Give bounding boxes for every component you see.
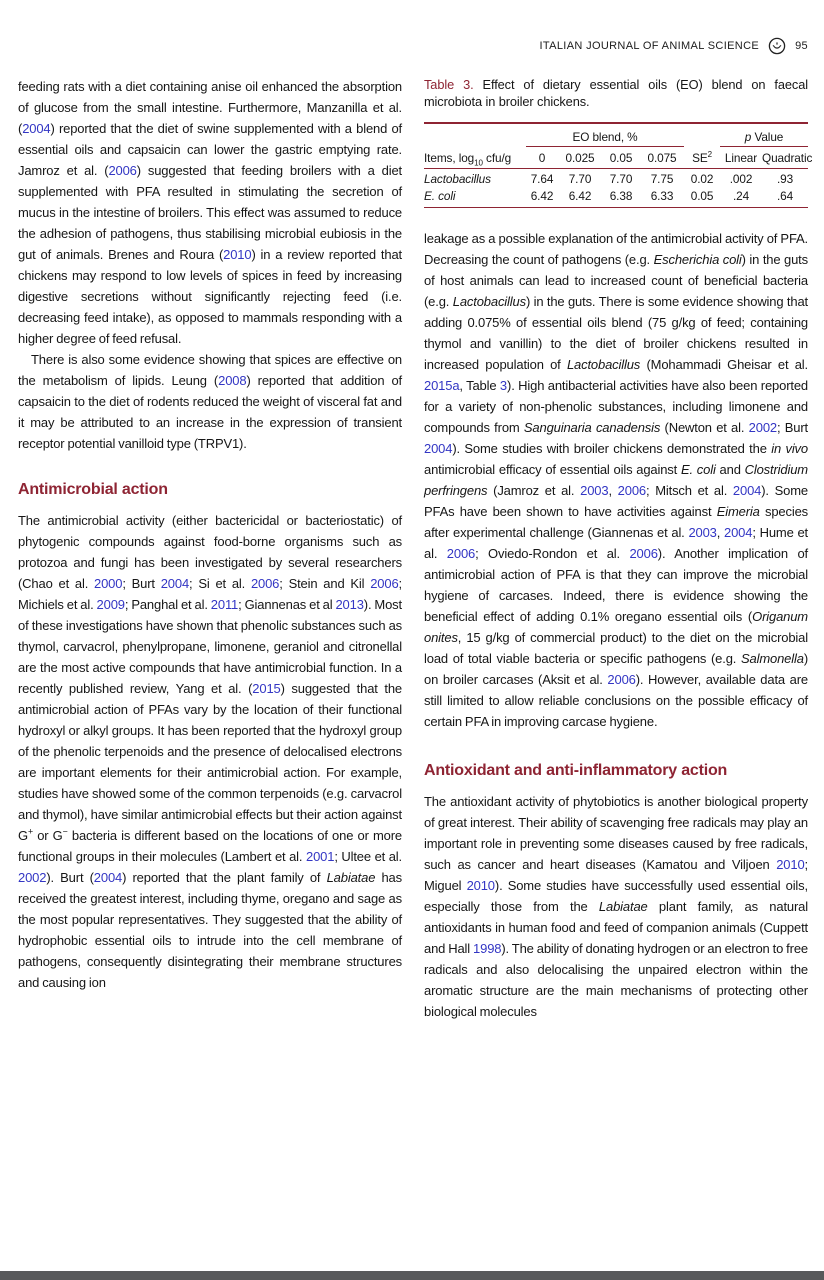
col-header-linear [720, 147, 762, 169]
table-header-row [424, 147, 808, 169]
text-segment: ; Panghal et al. [124, 597, 211, 612]
table-cell: 6.42 [558, 187, 602, 208]
citation-link[interactable]: 2006 [370, 576, 399, 591]
paragraph [18, 510, 402, 993]
italic-text: Escherichia coli [653, 252, 742, 267]
text-segment: ; Giannenas et al [238, 597, 336, 612]
table-cell: .93 [776, 171, 794, 186]
paragraph [424, 228, 808, 732]
citation-link[interactable]: 2006 [108, 163, 137, 178]
text-segment: ). Some studies with broiler chickens demonstrated the [452, 441, 772, 456]
table-caption [424, 76, 808, 110]
citation-link[interactable]: 2009 [96, 597, 125, 612]
citation-link[interactable]: 2011 [210, 597, 239, 612]
text-segment: ) on broiler carcases (Aksit et al. [424, 651, 808, 687]
text-segment: ). Another implication of antimicrobial action of PFA is that they can improve the microbial hygiene of carcases. Indeed, there is evidence showing the beneficial effect of adding 0.1% oregano essential oils ( [424, 546, 808, 624]
text-segment: 0.075 [647, 151, 677, 165]
citation-link[interactable]: 2004 [424, 441, 453, 456]
text-segment: 0 [538, 151, 546, 165]
text-segment: 0.05 [609, 151, 633, 165]
text-segment: , Table [459, 378, 500, 393]
text-segment: ; Stein and Kil [279, 576, 371, 591]
text-segment: ) in a review reported that chickens may respond to low levels of spices in feed by increasing digestive secretions without significantly rejecting feed (i.e. decreasing feed intake), as opposed to mammals responding with a higher degree of feed refusal. [18, 247, 402, 346]
citation-link[interactable]: 1998 [473, 941, 502, 956]
right-column [424, 76, 813, 1022]
text-segment: The antioxidant activity of phytobiotics is another biological property of great interest. Their ability of scavenging free radicals may play an important role in preventing some diseases caused by free radicals, such as cancer and heart diseases (Kamatou and Viljoen [424, 794, 808, 872]
text-segment: (Mohammadi Gheisar et al. [640, 357, 808, 372]
text-segment: The antimicrobial activity (either bactericidal or bacteriostatic) of phytogenic compounds against food-borne organisms such as protozoa and fungi has been investigated by several researchers (Chao et al. [18, 513, 402, 591]
text-segment: ) reported that the diet of swine supplemented with a blend of essential oils and capsaicin can lower the gastric emptying rate. Jamroz et al. ( [18, 121, 402, 178]
table-cell: .24 [720, 187, 762, 208]
citation-link[interactable]: 2015a [424, 378, 460, 393]
table-cell: 6.42 [526, 187, 558, 208]
text-segment: feeding rats with a diet containing anise oil enhanced the absorption of glucose from the small intestine. Furthermore, Manzanilla et al. ( [18, 79, 402, 136]
row-item-label: Lactobacillus [424, 171, 491, 186]
italic-text: Sanguinaria canadensis [523, 420, 661, 435]
text-segment: ). Burt ( [46, 870, 94, 885]
citation-link[interactable]: 2000 [94, 576, 123, 591]
citation-link[interactable]: 2006 [446, 546, 476, 561]
text-segment: plant family, as natural antioxidants in human food and feed of companion animals (Cuppett and Hall [424, 899, 808, 956]
col-header-0075 [640, 147, 684, 169]
table-cell: 7.70 [609, 171, 633, 186]
table-cell: .002 [729, 171, 753, 186]
text-segment: ; Hume et al. [424, 525, 808, 561]
col-header-items [424, 147, 526, 169]
bottom-bar [0, 1271, 824, 1280]
italic-text: Origanum onites [424, 609, 808, 645]
text-segment: Items, log [424, 151, 475, 165]
text-segment: leakage as a possible explanation of the antimicrobial activity of PFA. Decreasing the count of pathogens (e.g. [424, 231, 808, 267]
text-segment: , [608, 483, 618, 498]
text-segment: SE [692, 151, 708, 165]
spanner-eo-blend: EO blend, % [526, 123, 684, 147]
spanner-p-value [720, 123, 808, 147]
text-segment: or G [32, 828, 63, 843]
citation-link[interactable]: 2006 [607, 672, 636, 687]
italic-text: Labiatae [326, 870, 376, 885]
text-segment: cfu/g [482, 151, 512, 165]
italic-text: in vivo [771, 441, 808, 456]
table-3 [424, 122, 813, 208]
text-segment: (Jamroz et al. [487, 483, 581, 498]
paragraph [18, 76, 402, 349]
table-row-ecoli [424, 187, 808, 208]
italic-text: Labiatae [598, 899, 648, 914]
citation-link[interactable]: 2004 [732, 483, 762, 498]
text-segment: bacteria is different based on the locations of one or more functional groups in their molecules (Lambert et al. [18, 828, 402, 864]
section-heading-antioxidant-action: Antioxidant and anti-inflammatory action [424, 762, 728, 779]
col-header-0 [526, 147, 558, 169]
text-segment: (Newton et al. [660, 420, 749, 435]
two-column-layout [18, 76, 813, 1022]
italic-text: Lactobacillus [566, 357, 641, 372]
left-column [18, 76, 402, 1022]
col-header-se [684, 147, 720, 169]
col-header-0025 [558, 147, 602, 169]
table-cell: 0.05 [684, 187, 720, 208]
table-cell: 7.70 [568, 171, 592, 186]
text-segment: + [27, 826, 33, 837]
spacer-cell [684, 123, 720, 147]
citation-link[interactable]: 3 [499, 378, 508, 393]
section-heading-antimicrobial-action: Antimicrobial action [18, 481, 168, 498]
text-segment: ) in the guts of host animals can lead to increased count of beneficial bacteria (e.g. [424, 252, 808, 309]
italic-text: E. coli [680, 462, 716, 477]
text-segment: 2 [707, 150, 712, 160]
text-segment: Quadratic [762, 151, 813, 165]
text-segment: − [62, 826, 68, 837]
table-cell: .64 [762, 187, 808, 208]
citation-link[interactable]: 2002 [748, 420, 777, 435]
text-segment: ) suggested that the antimicrobial action of PFAs vary by the location of their functional hydroxyl or alkyl groups. It has been reported that the hydroxyl group of the phenolic terpenoids and the presence of delocalised electrons are important elements for their antimicrobial action. For example, studies have showed some of the common terpenoids (e.g. carvacrol and thymol), have similar antimicrobial effects but their action against G [18, 681, 402, 843]
paragraph [18, 349, 402, 454]
text-segment: There is also some evidence showing that spices are effective on the metabolism of lipids. Leung ( [18, 352, 402, 388]
text-segment: ). Most of these investigations have shown that phenolic substances such as thymol, carvacrol, phenylpropane, limonene, geraniol and citronellal are the most active compounds that have antimicrobial function. In a recently published review, Yang et al. ( [18, 597, 402, 696]
table-cell: 7.64 [530, 171, 554, 186]
text-segment: ). High antibacterial activities have also been reported for a variety of non-phenolic substances, including limonene and compounds from [424, 378, 808, 435]
table-label: Table 3. [424, 77, 474, 92]
text-segment: , 15 g/kg of commercial product) to the diet on the microbial load of total viable bacteria or specific pathogens (e.g. [424, 630, 808, 666]
citation-link[interactable]: 2004 [724, 525, 753, 540]
page-number: 95 [795, 40, 808, 52]
text-segment: Linear [724, 151, 758, 165]
text-segment: ; Miguel [424, 857, 808, 893]
col-header-005 [602, 147, 640, 169]
italic-text: Eimeria [716, 504, 760, 519]
italic-text: Salmonella [740, 651, 804, 666]
text-segment: ; Mitsch et al. [645, 483, 733, 498]
citation-link[interactable]: 2006 [629, 546, 658, 561]
text-segment: ; Burt [776, 420, 809, 435]
text-segment: and [715, 462, 745, 477]
col-header-quadratic [762, 147, 813, 169]
table-spanner-row [424, 123, 808, 147]
text-segment: Value [751, 130, 784, 144]
italic-text: p [744, 130, 752, 144]
citation-link[interactable]: 2008 [218, 373, 247, 388]
table-cell: 0.02 [690, 171, 714, 186]
text-segment: ). Some PFAs have been shown to have activities against [424, 483, 808, 519]
row-item-label: E. coli [424, 187, 526, 208]
citation-link[interactable]: 2010 [466, 878, 495, 893]
text-segment: has received the greatest interest, including thyme, oregano and sage as the most popular representatives. They suggested that the ability of hydrophobic essential oils to intrude into the cell membrane of pathogens, consequently disintegrating their membrane structures and causing ion [18, 870, 402, 990]
text-segment: ). The ability of donating hydrogen or an electron to free radicals and also delocalising the unpaired electron within the aromatic structure are the main mechanisms of protecting other biological molecules [424, 941, 808, 1019]
journal-title: ITALIAN JOURNAL OF ANIMAL SCIENCE [539, 40, 760, 52]
citation-link[interactable]: 2004 [93, 870, 123, 885]
citation-link[interactable]: 2001 [305, 849, 335, 864]
citation-link[interactable]: 2015 [252, 681, 281, 696]
text-segment: ) reported that the plant family of [122, 870, 327, 885]
spacer-cell [424, 123, 526, 147]
citation-link[interactable]: 2003 [580, 483, 609, 498]
citation-link[interactable]: 2004 [22, 121, 51, 136]
citation-link[interactable]: 2003 [688, 525, 717, 540]
text-segment: ) in the guts. There is some evidence showing that adding 0.075% of essential oils blend (75 g/kg of feed; containing thymol and vanillin) to the diet of broiler chickens resulted in increased population of [424, 294, 808, 372]
taylor-francis-logo-icon [768, 37, 786, 55]
text-segment: 10 [474, 158, 483, 168]
text-segment: Effect of dietary essential oils (EO) blend on faecal microbiota in broiler chickens. [424, 77, 808, 109]
citation-link[interactable]: 2010 [776, 857, 805, 872]
table-cell: 6.38 [602, 187, 640, 208]
table-cell: 7.75 [650, 171, 674, 186]
text-segment: ) suggested that feeding broilers with a diet supplemented with PFA resulted in stimulating the secretion of mucus in the intestine of broilers. This effect was assumed to reduce the adhesion of pathogens, thus stabilising microbial eubiosis in the gut of animals. Brenes and Roura ( [18, 163, 402, 262]
citation-link[interactable]: 2004 [160, 576, 190, 591]
citation-link[interactable]: 2010 [223, 247, 252, 262]
text-segment: ; Oviedo-Rondon et al. [475, 546, 630, 561]
text-segment: ; Burt [122, 576, 161, 591]
italic-text: Clostridium perfringens [424, 462, 808, 498]
text-segment: ; Ultee et al. [334, 849, 402, 864]
text-segment: ). However, available data are still limited to allow reliable conclusions on the possible efficacy of certain PFA in improving carcase hygiene. [424, 672, 809, 729]
text-segment: , [716, 525, 725, 540]
citation-link[interactable]: 2006 [250, 576, 280, 591]
text-segment: antimicrobial efficacy of essential oils against [424, 462, 681, 477]
citation-link[interactable]: 2002 [18, 870, 47, 885]
paragraph [424, 791, 808, 1022]
text-segment: ; Si et al. [189, 576, 251, 591]
text-segment: ). Some studies have successfully used essential oils, especially those from the [424, 878, 808, 914]
italic-text: Lactobacillus [452, 294, 526, 309]
citation-link[interactable]: 2006 [617, 483, 646, 498]
table-cell: 6.33 [640, 187, 684, 208]
text-segment: ; Michiels et al. [18, 576, 402, 612]
table-row-lactobacillus [424, 169, 808, 187]
text-segment: 0.025 [565, 151, 595, 165]
text-segment: ) reported that addition of capsaicin to the diet of rodents reduced the weight of visceral fat and it may be attributed to an increase in the expression of transient receptor potential vanilloid type (TRPV1). [18, 373, 402, 451]
text-segment: species after experimental challenge (Giannenas et al. [424, 504, 808, 540]
running-header [18, 0, 808, 56]
citation-link[interactable]: 2013 [335, 597, 364, 612]
